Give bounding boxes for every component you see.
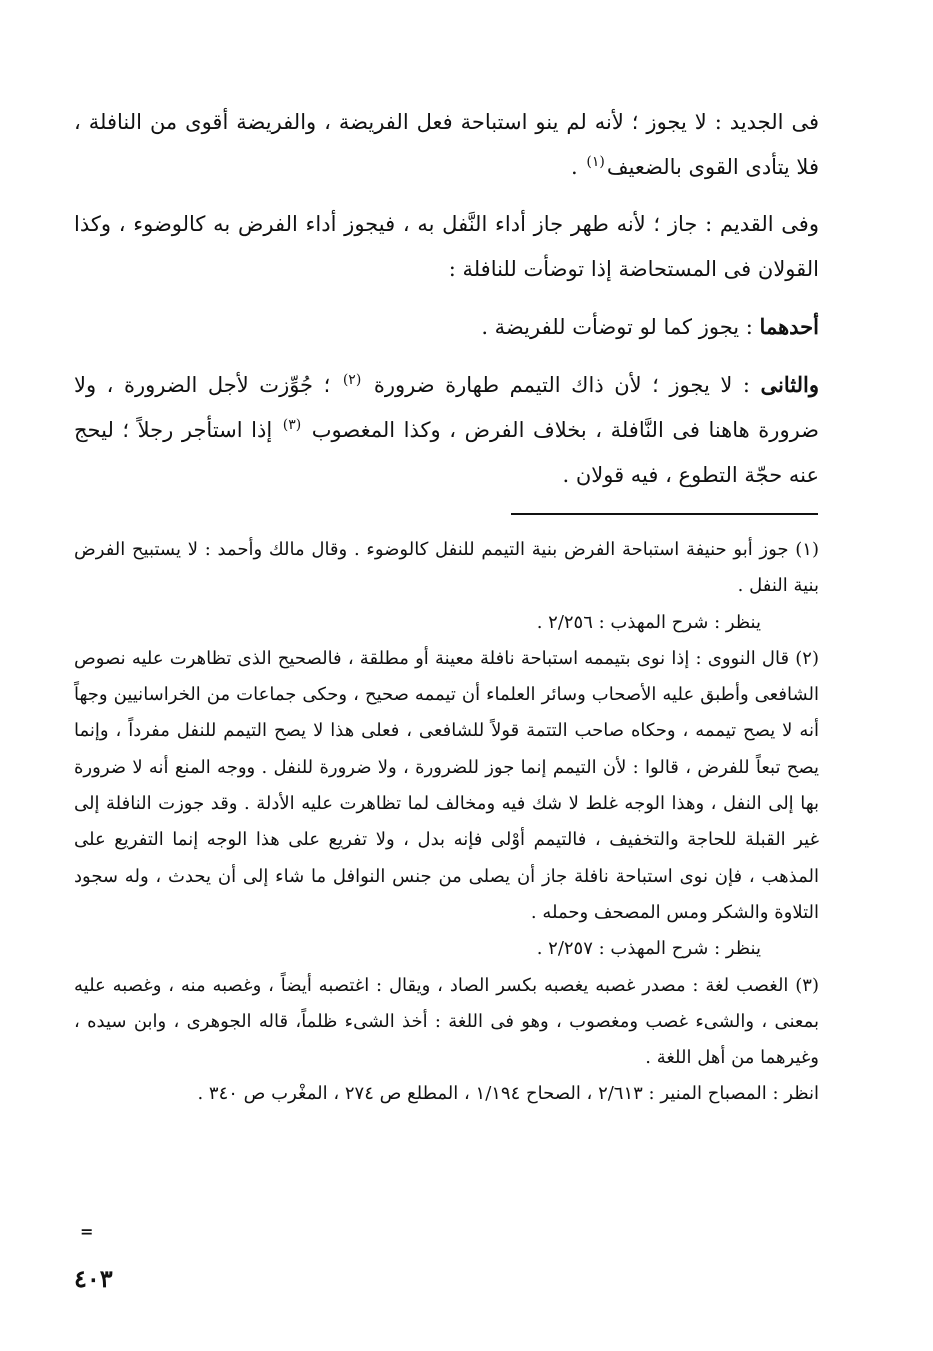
paragraph-first-view: [74, 304, 819, 350]
continuation-mark: =: [80, 1222, 94, 1241]
footnote-3: (٣) الغصب لغة : مصدر غصبه يغصبه بكسر الصاد ، ويقال : اغتصبه أيضاً ، وغصبه منه ، وغصبه عليه بمعنى ، والشىء غصب ومغصوب ، وهو فى اللغة : أخذ الشىء ظلماً، قاله الجوهرى ، وابن سيده ، وغيرهما من أهل اللغة .: [74, 974, 819, 1069]
paragraph-text: ؛ جُوِّزت لأجل الضرورة ، ولا ضرورة هاهنا فى النَّافلة ، بخلاف الفرض ، وكذا المغصوب: [74, 373, 819, 442]
main-text: [74, 100, 819, 510]
footnote-3-source: انظر : المصباح المنير : ٢/٦١٣ ، الصحاح ١/١٩٤ ، المطلع ص ٢٧٤ ، المغْرب ص ٣٤٠ .: [197, 1083, 819, 1105]
footnote-separator: [511, 513, 818, 515]
paragraph-second-view: [74, 362, 819, 498]
paragraph-text: : يجوز كما لو توضأت للفريضة .: [481, 315, 760, 339]
footnotes: [74, 532, 819, 1113]
footnote-2-source: ينظر : شرح المهذب : ٢/٢٥٧ .: [536, 938, 761, 960]
paragraph-new-opinion: [74, 100, 819, 190]
footnote-ref-1[interactable]: (١): [586, 154, 605, 170]
lead-word: أحدهما: [759, 314, 819, 339]
footnote-ref-2[interactable]: (٢): [342, 372, 362, 388]
footnote-2: (٢) قال النووى : إذا نوى بتيممه استباحة نافلة معينة أو مطلقة ، فالصحيح الذى تظاهرت عليه نصوص الشافعى وأطبق عليه الأصحاب وسائر العلماء أن تيممه صحيح ، وحكى جماعات من الخراسانيين وجهاً أنه لا يصح تيممه ، وحكاه صاحب التتمة قولاً للشافعى ، فعلى هذا لا يصح التيمم للنفل مفرداً ، وإنما يصح تبعاً للفرض ، قالوا : لأن التيمم إنما جوز للضرورة ، ولا ضرورة للنفل . ووجه المنع أنه لا ضرورة بها إلى النفل ، وهذا الوجه غلط لا شك فيه ومخالف لما تظاهرت عليه الأدلة . وقد جوزت النافلة إلى غير القبلة للحاجة والتخفيف ، فالتيمم أوْلى فإنه بدل ، ولا تفريع على هذا الوجه إنما التفريع على المذهب ، فإن نوى استباحة نافلة جاز أن يصلى من جنس النوافل ما شاء إلى أن يحدث ، وله سجود التلاوة والشكر ومس المصحف وحمله .: [74, 647, 819, 923]
paragraph-text: : لا يجوز ؛ لأن ذاك التيمم طهارة ضرورة: [363, 373, 761, 397]
lead-word: والثانى: [760, 372, 819, 397]
footnote-ref-3[interactable]: (٣): [282, 417, 302, 433]
footnote-1-source: ينظر : شرح المهذب : ٢/٢٥٦ .: [536, 611, 761, 633]
page-number: ٤٠٣: [74, 1264, 113, 1293]
paragraph-old-opinion: وفى القديم : جاز ؛ لأنه طهر جاز أداء النَّفل به ، فيجوز أداء الفرض به كالوضوء ، وكذا القولان فى المستحاضة إذا توضأت للنافلة :: [74, 212, 819, 281]
paragraph-text: إذا استأجر رجلاً ؛ ليحج عنه حجّة التطوع ، فيه قولان .: [74, 418, 819, 487]
footnote-1: (١) جوز أبو حنيفة استباحة الفرض بنية التيمم للنفل كالوضوء . وقال مالك وأحمد : لا يستبيح الفرض بنية النفل .: [74, 539, 819, 597]
paragraph-text: .: [571, 155, 585, 179]
paragraph-text: فى الجديد : لا يجوز ؛ لأنه لم ينو استباحة فعل الفريضة ، والفريضة أقوى من النافلة ، فلا يتأدى القوى بالضعيف: [74, 110, 819, 179]
